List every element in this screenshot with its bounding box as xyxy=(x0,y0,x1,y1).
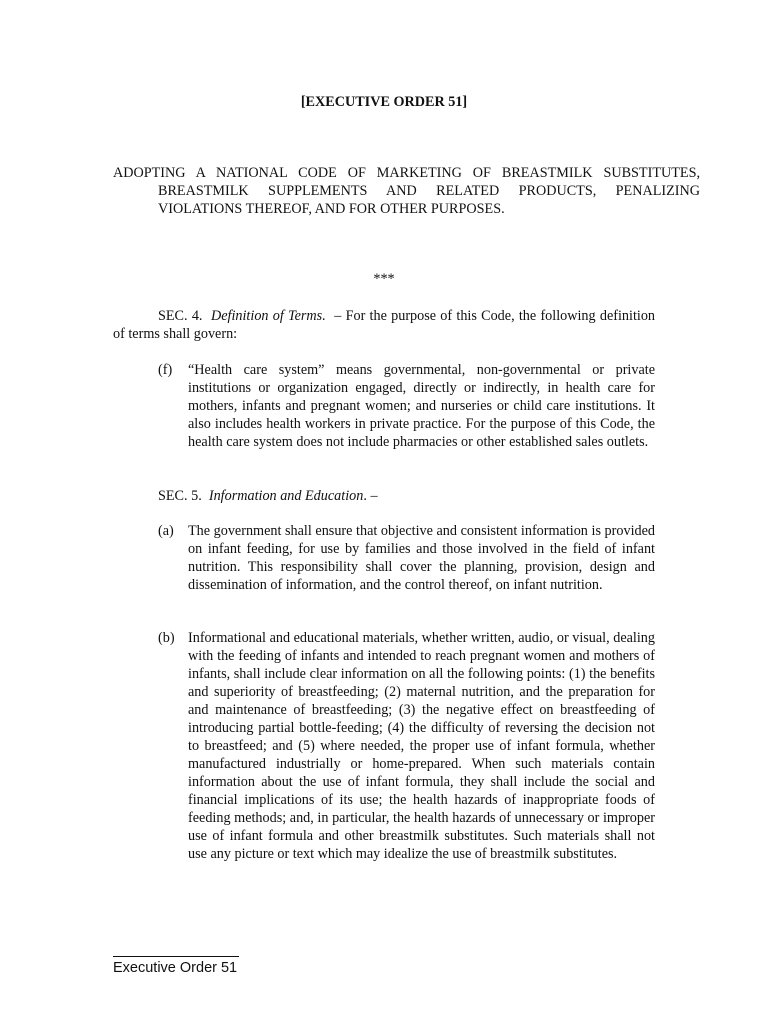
item-text: Informational and educational materials, whether written, audio, or visual, dealing with the feeding of infants and intended to reach pregnant women and mothers of infants, shall include clear information on all the following points: (1) the benefits and superiority of breastfeeding; (2) maternal nutrition, and the preparation for and maintenance of breastfeeding; (3) the negative effect on breastfeeding of introducing partial bottle-feeding; (4) the difficulty of reversing the decision not to breastfeed; and (5) where needed, the proper use of infant formula, whether manufactured industrially or home-prepared. When such materials contain information about the use of infant formula, they shall include the social and financial implications of its use; the health hazards of inappropriate foods of feeding methods; and, in particular, the health hazards of unnecessary or improper use of infant formula and other breastmilk substitutes. Such materials shall not use any picture or text which may idealize the use of breastmilk substitutes. xyxy=(188,630,655,862)
item-label: (b) xyxy=(158,630,175,646)
item-text: “Health care system” means governmental, non-governmental or private institutions or organization engaged, directly or indirectly, in health care for mothers, infants and pregnant women; and nurseries or child care institutions. It also includes health workers in private practice. For the purpose of this Code, the health care system does not include pharmacies or other established sales outlets. xyxy=(188,362,655,450)
document-subject: ADOPTING A NATIONAL CODE OF MARKETING OF BREASTMILK SUBSTITUTES, BREASTMILK SUPPLEMENTS AND RELATED PRODUCTS, PENALIZING VIOLATIONS THEREOF, AND FOR OTHER PURPOSES. xyxy=(113,165,700,217)
definition-item-f xyxy=(158,361,655,451)
section-5-text: . – xyxy=(363,488,378,504)
item-text: The government shall ensure that objective and consistent information is provided on infant feeding, for use by families and those involved in the field of infant nutrition. This responsibility shall cover the planning, provision, design and dissemination of information, and the control thereof, on infant nutrition. xyxy=(188,523,655,593)
section-5-heading: Information and Education xyxy=(208,488,364,504)
document-title: [EXECUTIVE ORDER 51] xyxy=(300,94,468,110)
section-4-text: – For the purpose of this Code, the following definition of terms shall govern: xyxy=(113,308,656,342)
item-label: (a) xyxy=(158,523,174,539)
section-5-heading-line xyxy=(158,487,378,505)
section-separator: *** xyxy=(373,271,395,287)
item-label: (f) xyxy=(158,362,173,378)
section-4-paragraph xyxy=(113,307,655,343)
section-5-number: SEC. 5. xyxy=(158,488,202,504)
section-4-heading: Definition of Terms. xyxy=(210,308,326,324)
page-footer: Executive Order 51 xyxy=(113,960,238,976)
section-4-number: SEC. 4. xyxy=(158,308,203,324)
section-5-item-a xyxy=(158,522,655,594)
footer-divider xyxy=(113,956,239,957)
section-5-item-b xyxy=(158,629,655,863)
